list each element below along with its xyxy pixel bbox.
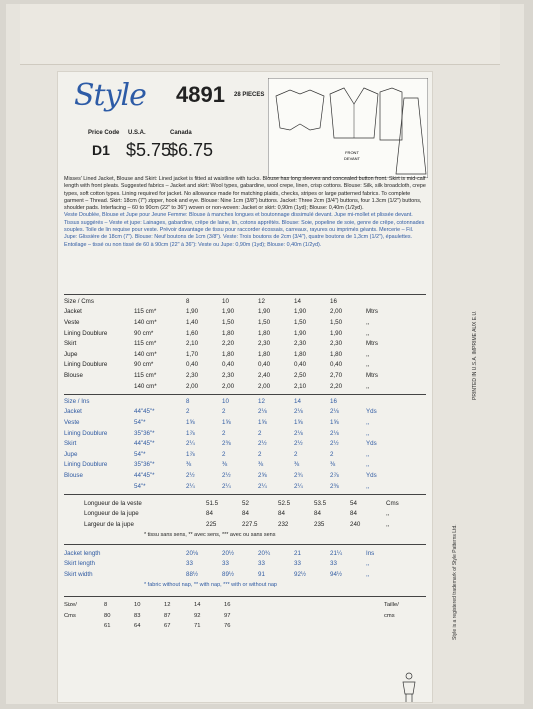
divider xyxy=(64,394,426,395)
envelope-flap xyxy=(20,4,500,65)
description-block xyxy=(64,176,426,249)
garment-measurements-en: Jacket length 20⅛ 20½ 20¾ 21 21¼ Ins Skirt length 33 33 33 33 33 ,, Skirt width 88½ 89½ 91 92½ 94½ ,, * fabric without nap, ** with nap, *** with or without nap xyxy=(64,549,375,589)
usa-label: U.S.A. xyxy=(128,130,146,136)
divider xyxy=(64,544,426,545)
pattern-back-sheet xyxy=(58,72,432,702)
printed-in-text: PRINTED IN U.S.A. IMPRIME AUX E.U. xyxy=(472,310,478,400)
description-french: Veste Doublée, Blouse et Jupe pour Jeune Femme: Blouse à manches longues et boutonnage dissimulé devant. Jupe mi-mollet et plissée devant. Tissus suggérés – Veste et jupe: Lainages, gabardine, crêpe de laine, lin, cotons apprêtés. Blouse: Soie, popeline de soie, genre de crêpe, cotonnades souples. Toile de lin requise pour veste. Prévoir davantage de tissu pour raccorder écossais, carreaux, rayures ou imprimés géants. Mercerie – Fil. Jupe: Glissière de 18cm (7"). Blouse: Neuf boutons de 1cm (3/8"). Veste: Trois boutons de 2cm (3/4"), quatre boutons de 1,3cm (1/2"), épaulettes. Entoilage – tissé ou non tissé de 60 à 90cm (22" à 36"): Veste ou Jupe: 0,90m (1yd); Blouse: 0,40m (1/2yd). xyxy=(64,212,425,248)
pattern-number: 4891 xyxy=(176,82,225,107)
trademark-text: Style is a registered trademark of Style Patterns Ltd. xyxy=(452,524,458,640)
pieces-count: 28 PIECES xyxy=(234,92,265,98)
garment-sketch xyxy=(268,78,428,178)
canada-label: Canada xyxy=(170,130,192,136)
divider xyxy=(64,294,426,295)
description-english: Misses' Lined Jacket, Blouse and Skirt: Lined jacket is fitted at waistline with tucks. Blouse has long sleeves and concealed button front. Skirt is mid-calf length with front pleats. Suggested fabrics – Jacket and skirt: Wool types, gabardine, wool crepe, linen, crisp cottons. Blouse: Silk, silk broadcloth, crepe types, soft cotton types. Lining required for jacket. No allowance made for matching plaids, checks, stripes or large patterned fabrics. To complete garment – Thread. Skirt: 18cm (7") zipper, hook and eye. Blouse: Nine 1cm (3/8") buttons. Jacket: Three 2cm (3/4") buttons, four 1.3cm (1/2") buttons, shoulder pads. Interfacing – 60 to 90cm (22" to 36") woven or non-woven: Jacket or skirt: 0,90m (1yd); Blouse: 0,40m (1/2yd). xyxy=(64,176,426,212)
canada-price: $6.75 xyxy=(168,140,214,160)
usa-price: $5.75 xyxy=(126,140,172,160)
sketch-devant-label: DEVANT xyxy=(344,156,360,161)
brand-logo: Style xyxy=(74,78,146,113)
price-code-label: Price Code xyxy=(88,130,120,136)
imperial-yardage-table: Size / Ins 8 10 12 14 16 Jacket 44"45"* 2 2 2⅛ 2⅛ 2⅛ Yds Veste 54"* 1⅝ 1⅝ 1⅝ 1⅝ 1⅝ ,, Lining Doublure 35"36"* 1⅞ 2 2 2⅛ 2⅛ ,, Skirt 44"45"* 2¼ 2⅜ 2½ 2½ 2½ Yds Jupe 54"* 1⅞ 2 2 2 2 ,, Lining Doublure 35"36"* ⅜ ⅜ ⅜ ⅜ ⅜ ,, Blouse 44"45"* 2½ 2½ 2⅝ 2¾ 2⅞ Yds 54"* 2¼ 2¼ 2¼ 2¼ 2⅜ ,, xyxy=(64,397,377,490)
garment-measurements-fr: Longueur de la veste 51.5 52 52.5 53.5 54 Cms Longueur de la jupe 84 84 84 84 84 ,, Largeur de la jupe 225 227.5 232 235 240 ,, * tissu sans sens, ** avec sens, *** avec ou sans sens xyxy=(84,499,399,539)
sketch-front-label: FRONT xyxy=(345,150,359,155)
divider xyxy=(64,596,426,597)
metric-yardage-table: Size / Cms 8 10 12 14 16 Jacket 115 cm* 1,90 1,90 1,90 1,90 2,00 Mtrs Veste 140 cm* 1,40 1,50 1,50 1,50 1,50 ,, Lining Doublure 90 cm* 1,60 1,80 1,80 1,90 1,90 ,, Skirt 115 cm* 2,10 2,20 2,30 2,30 2,30 Mtrs Jupe 140 cm* 1,70 1,80 1,80 1,80 1,80 ,, Lining Doublure 90 cm* 0,40 0,40 0,40 0,40 0,40 ,, Blouse 115 cm* 2,30 2,30 2,40 2,50 2,70 Mtrs 140 cm* 2,00 2,00 2,00 2,10 2,20 ,, xyxy=(64,297,379,390)
divider xyxy=(64,494,426,495)
price-code: D1 xyxy=(92,142,110,158)
body-measurements-table: Size/ 8 10 12 14 16 Taille/ Cms 80 83 87 92 97 cms 61 64 67 71 76 xyxy=(64,602,399,630)
body-figure-icon xyxy=(398,672,420,702)
